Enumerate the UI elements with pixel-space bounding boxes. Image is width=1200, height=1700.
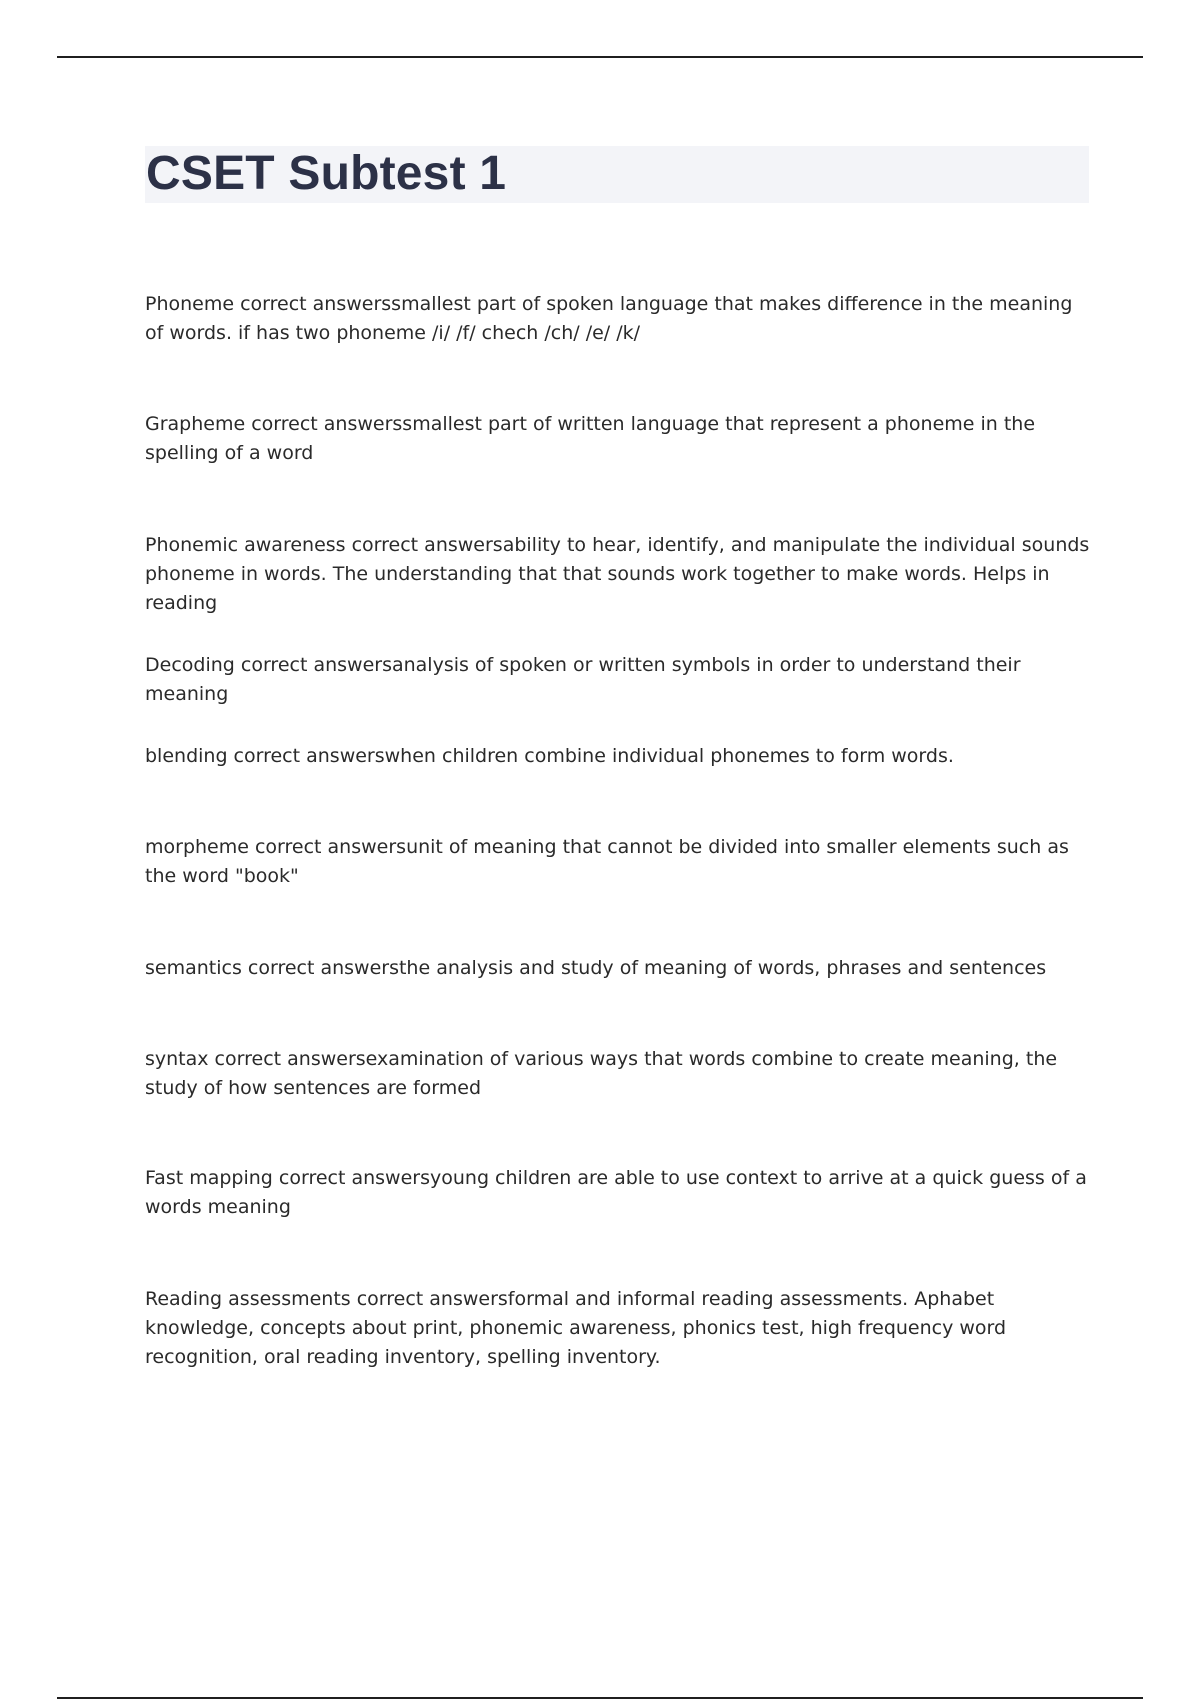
flashcard-entry-grapheme: Grapheme correct answerssmallest part of written language that represent a phoneme in the spelling of a word [145, 413, 1036, 464]
flashcard-entry-fast-mapping: Fast mapping correct answersyoung children are able to use context to arrive at a quick guess of a words meaning [145, 1167, 1087, 1218]
flashcard-entry-phonemic-awareness: Phonemic awareness correct answersability to hear, identify, and manipulate the individual sounds phoneme in words. The understanding that that sounds work together to make words. Helps in reading [145, 534, 1090, 614]
flashcard-entry-morpheme: morpheme correct answersunit of meaning that cannot be divided into smaller elements such as the word "book" [145, 836, 1069, 887]
flashcard-entry-reading-assessments: Reading assessments correct answersformal and informal reading assessments. Aphabet knowledge, concepts about print, phonemic awareness, phonics test, high frequency word recognition, oral reading inventory, spelling inventory. [145, 1288, 1007, 1368]
flashcard-entry-phoneme: Phoneme correct answerssmallest part of spoken language that makes difference in the meaning of words. if has two phoneme /i/ /f/ chech /ch/ /e/ /k/ [145, 293, 1073, 344]
flashcard-entry-semantics: semantics correct answersthe analysis and study of meaning of words, phrases and sentences [145, 957, 1047, 979]
flashcard-entry-decoding: Decoding correct answersanalysis of spoken or written symbols in order to understand their meaning [145, 654, 1021, 705]
page-title: CSET Subtest 1 [146, 147, 507, 200]
flashcard-entry-blending: blending correct answerswhen children combine individual phonemes to form words. [145, 745, 954, 767]
bottom-rule [57, 1697, 1143, 1699]
flashcard-entry-syntax: syntax correct answersexamination of various ways that words combine to create meaning, the study of how sentences are formed [145, 1048, 1058, 1099]
top-rule [57, 56, 1143, 58]
